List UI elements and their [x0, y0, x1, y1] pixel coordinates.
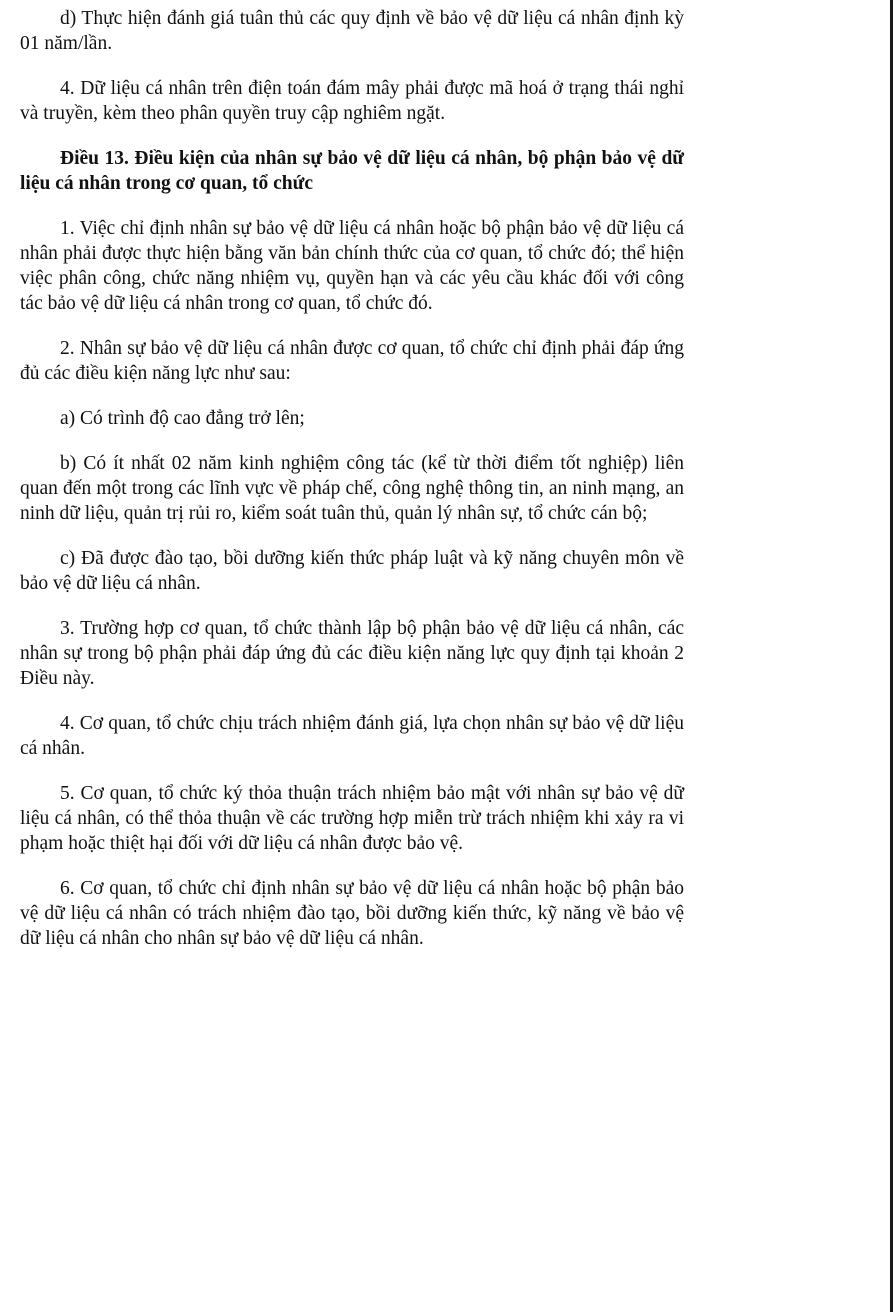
paragraph-4-cloud-encryption: 4. Dữ liệu cá nhân trên điện toán đám mây phải được mã hoá ở trạng thái nghỉ và truyền, kèm theo phân quyền truy cập nghiêm ngặt.: [20, 78, 684, 124]
paragraph-6-training-responsibility: 6. Cơ quan, tổ chức chỉ định nhân sự bảo vệ dữ liệu cá nhân hoặc bộ phận bảo vệ dữ liệu cá nhân có trách nhiệm đào tạo, bồi dưỡng kiến thức, kỹ năng về bảo vệ dữ liệu cá nhân cho nhân sự bảo vệ dữ liệu cá nhân.: [20, 878, 684, 949]
paragraph-d-compliance-assessment: d) Thực hiện đánh giá tuân thủ các quy định về bảo vệ dữ liệu cá nhân định kỳ 01 năm/lần.: [20, 8, 684, 54]
paragraph-b-experience: b) Có ít nhất 02 năm kinh nghiệm công tác (kể từ thời điểm tốt nghiệp) liên quan đến một trong các lĩnh vực về pháp chế, công nghệ thông tin, an ninh mạng, an ninh dữ liệu, quản trị rủi ro, kiểm soát tuân thủ, quản lý nhân sự, tổ chức cán bộ;: [20, 453, 684, 524]
paragraph-1-appointment: 1. Việc chỉ định nhân sự bảo vệ dữ liệu cá nhân hoặc bộ phận bảo vệ dữ liệu cá nhân phải được thực hiện bằng văn bản chính thức của cơ quan, tổ chức đó; thể hiện việc phân công, chức năng nhiệm vụ, quyền hạn và các yêu cầu khác đối với công tác bảo vệ dữ liệu cá nhân trong cơ quan, tổ chức đó.: [20, 218, 684, 314]
article-13-heading: Điều 13. Điều kiện của nhân sự bảo vệ dữ liệu cá nhân, bộ phận bảo vệ dữ liệu cá nhân trong cơ quan, tổ chức: [20, 148, 684, 194]
paragraph-5-confidentiality: 5. Cơ quan, tổ chức ký thỏa thuận trách nhiệm bảo mật với nhân sự bảo vệ dữ liệu cá nhân, có thể thỏa thuận về các trường hợp miễn trừ trách nhiệm khi xảy ra vi phạm hoặc thiệt hại đối với dữ liệu cá nhân được bảo vệ.: [20, 783, 684, 854]
document-body: [20, 6, 684, 971]
paragraph-c-training: c) Đã được đào tạo, bồi dưỡng kiến thức pháp luật và kỹ năng chuyên môn về bảo vệ dữ liệu cá nhân.: [20, 548, 684, 594]
paragraph-a-education: a) Có trình độ cao đẳng trở lên;: [60, 408, 305, 429]
paragraph-4-selection: 4. Cơ quan, tổ chức chịu trách nhiệm đánh giá, lựa chọn nhân sự bảo vệ dữ liệu cá nhân.: [20, 713, 684, 759]
paragraph-2-qualifications: 2. Nhân sự bảo vệ dữ liệu cá nhân được cơ quan, tổ chức chỉ định phải đáp ứng đủ các điều kiện năng lực như sau:: [20, 338, 684, 384]
paragraph-3-department: 3. Trường hợp cơ quan, tổ chức thành lập bộ phận bảo vệ dữ liệu cá nhân, các nhân sự trong bộ phận phải đáp ứng đủ các điều kiện năng lực quy định tại khoản 2 Điều này.: [20, 618, 684, 689]
